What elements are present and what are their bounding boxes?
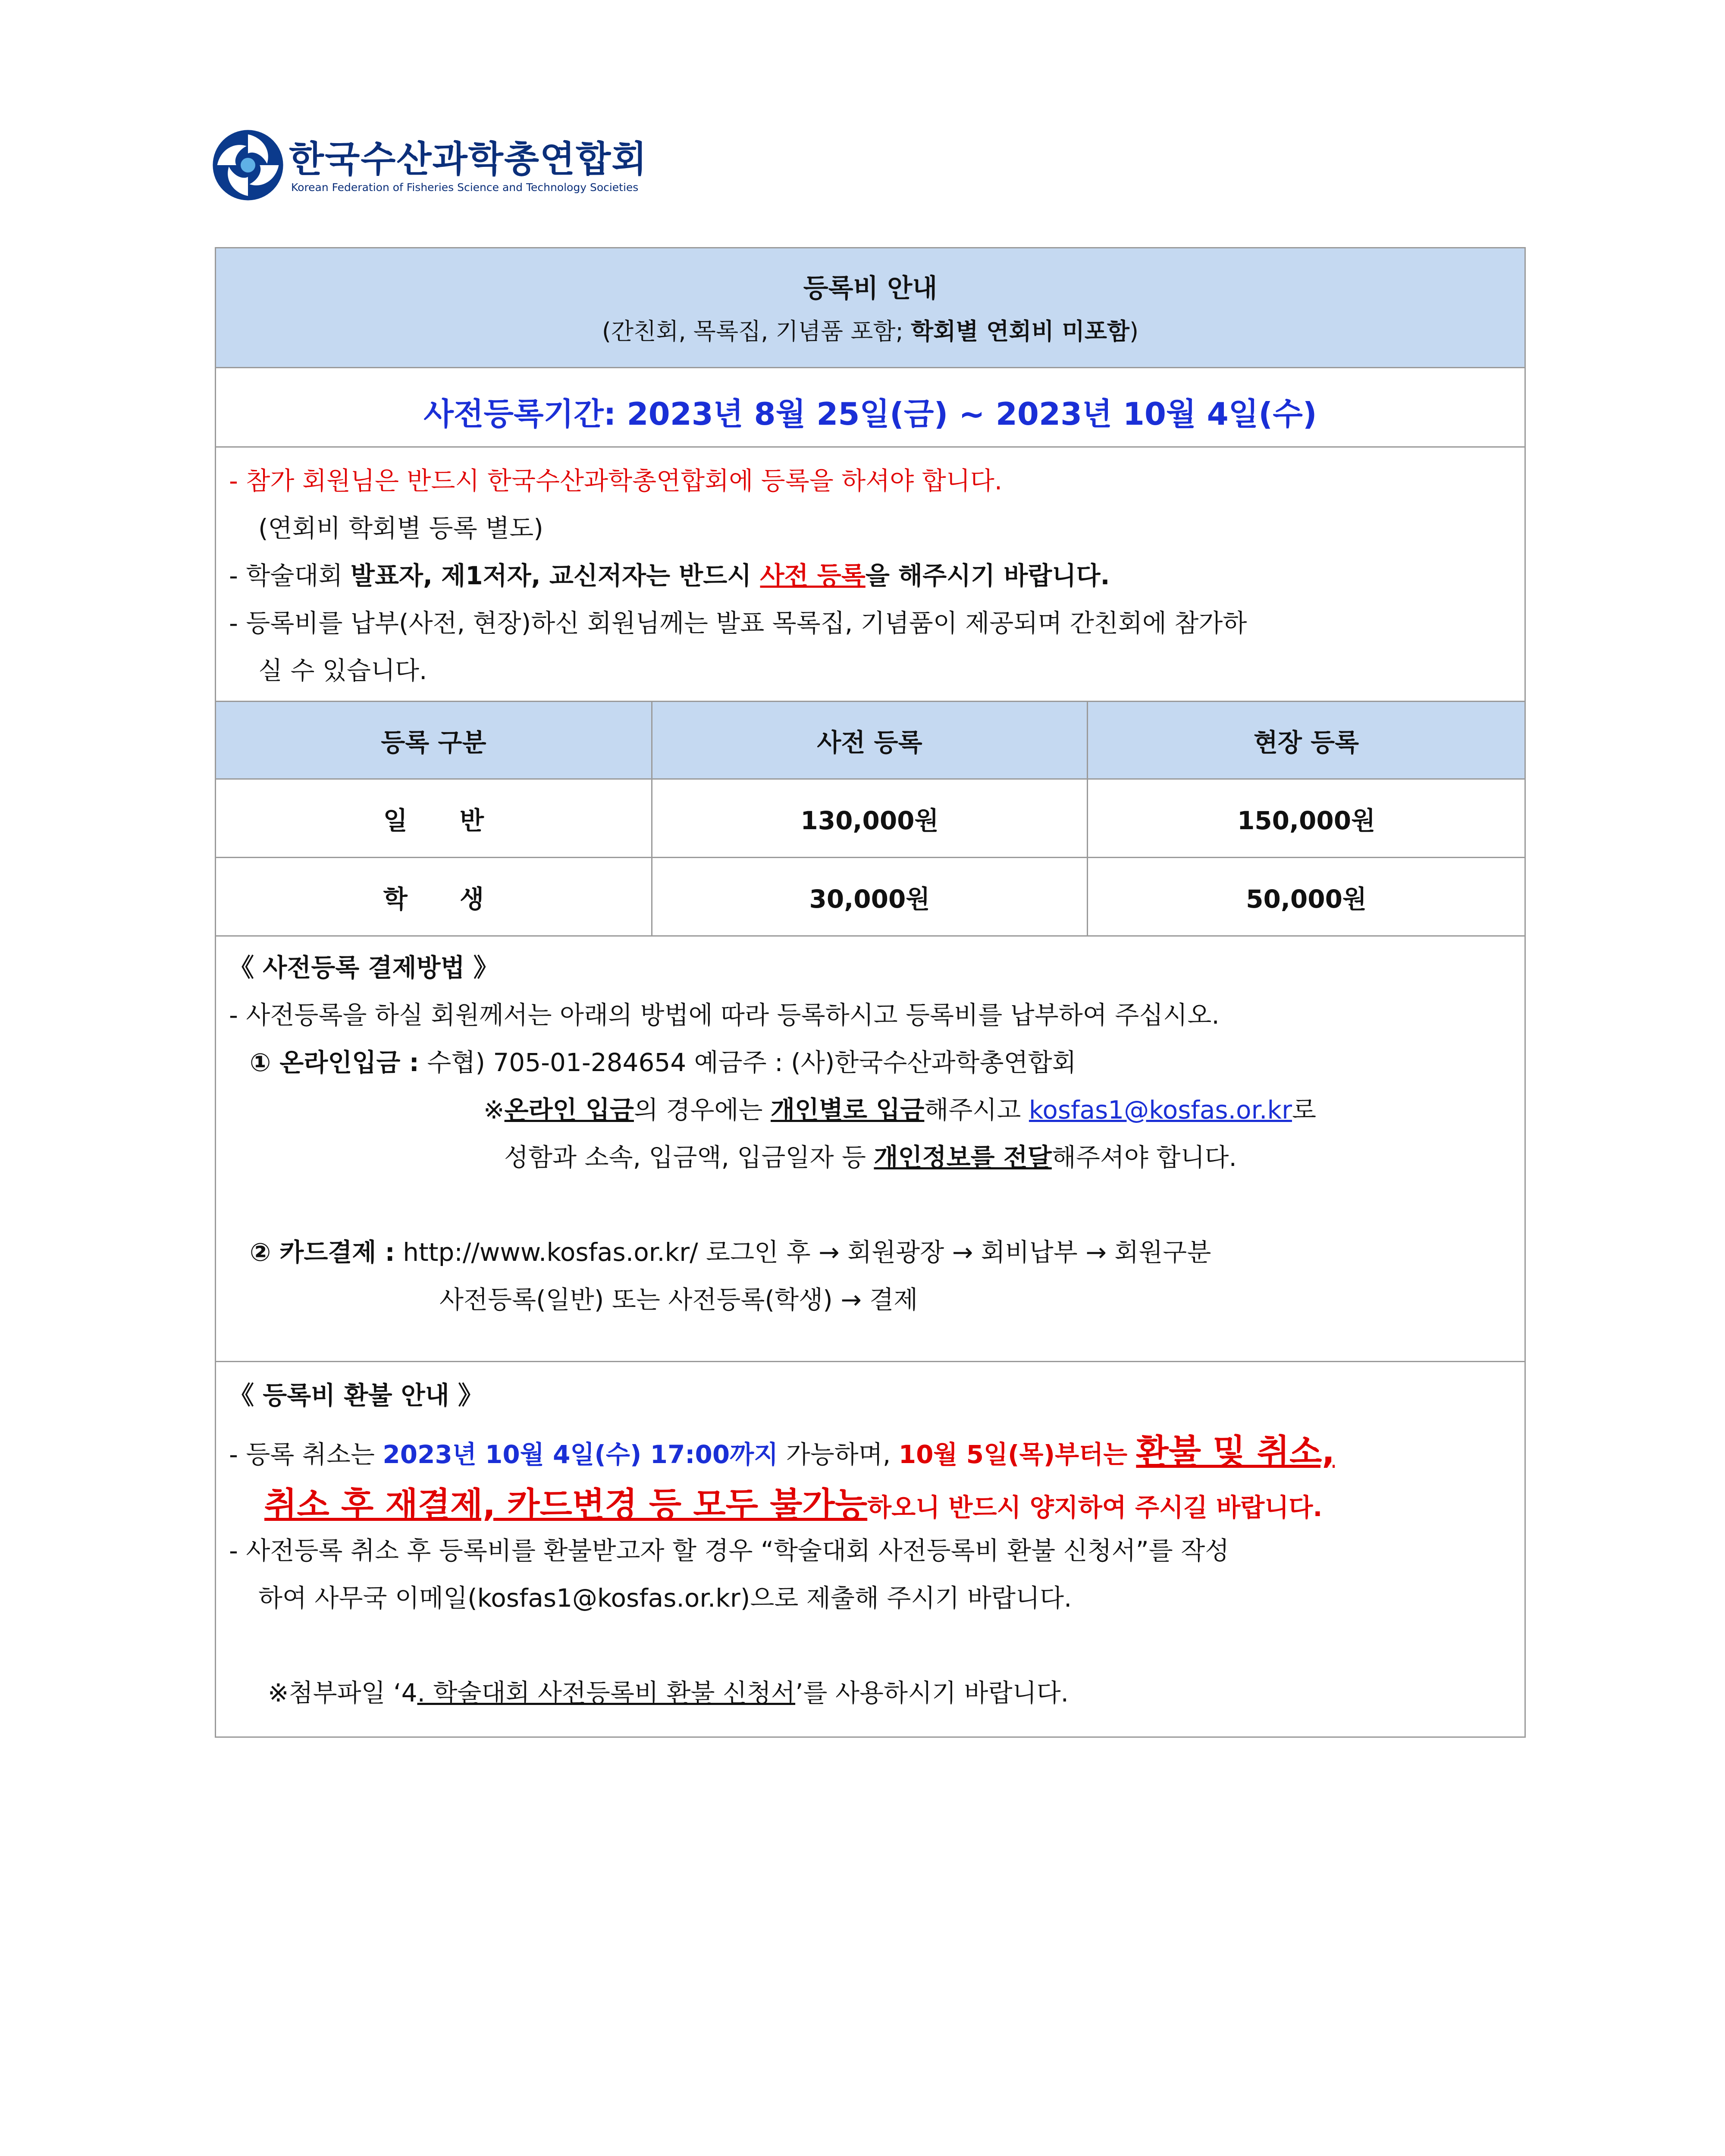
registration-period: [216, 368, 1524, 448]
note2-text: 해주셔야 합니다.: [1051, 1143, 1237, 1172]
fee-header: [216, 248, 1524, 368]
refund-warning-big2: 취소 후 재결제, 카드변경 등 모두 불가능: [264, 1485, 868, 1524]
fee-col-pre: 사전 등록: [652, 702, 1087, 779]
refund-attachment-note: [268, 1673, 1069, 1709]
payment-card-label: ② 카드결제 :: [250, 1238, 395, 1267]
note-presenter-d: 을 해주시기 바랍니다.: [865, 561, 1110, 590]
email-link[interactable]: kosfas1@kosfas.or.kr: [1029, 1095, 1292, 1125]
fee-cell: 학 생: [216, 858, 652, 936]
fee-col-onsite: 현장 등록: [1088, 702, 1524, 779]
refund-from-date: 10월 5일(목)부터는: [898, 1440, 1136, 1469]
note-individual-bold: 개인별로 입금: [770, 1095, 925, 1125]
note-presenter-highlight: 사전 등록: [760, 561, 866, 590]
logo-korean-name: 한국수산과학총연합회: [289, 138, 648, 180]
attach-text: ※첨부파일 ‘4: [268, 1678, 417, 1708]
kosfas-swirl-logo-icon: [211, 128, 285, 202]
payment-online: [250, 1042, 1076, 1078]
payment-online-label: ① 온라인입금 :: [250, 1048, 419, 1077]
payment-card-steps: http://www.kosfas.or.kr/ 로그인 후 → 회원광장 → 회비납부 → 회원구분: [395, 1238, 1211, 1267]
note-mark: ※: [483, 1095, 505, 1125]
registration-notes: [216, 448, 1524, 702]
fee-table-header-row: [216, 702, 1524, 779]
note-presenter: [229, 555, 1110, 592]
note-member-registration: - 참가 회원님은 반드시 한국수산과학총연합회에 등록을 하셔야 합니다.: [229, 466, 1003, 495]
subtitle-suffix: ): [1129, 318, 1139, 345]
refund-deadline: 2023년 10월 4일(수) 17:00까지: [383, 1440, 778, 1469]
fee-header-subtitle: [216, 313, 1524, 346]
refund-section: [216, 1362, 1524, 1736]
payment-online-note2: [504, 1137, 1237, 1173]
note-text: 의 경우에는: [634, 1095, 771, 1125]
refund-text: - 등록 취소는: [229, 1440, 383, 1469]
note-presenter-a: - 학술대회: [229, 561, 351, 590]
attach-text: ’를 사용하시기 바랍니다.: [795, 1678, 1069, 1708]
payment-method-section: [216, 934, 1524, 1362]
note-benefits: - 등록비를 납부(사전, 현장)하신 회원님께는 발표 목록집, 기념품이 제공되며 간친회에 참가하: [229, 608, 1247, 638]
fee-header-title: 등록비 안내: [803, 273, 938, 304]
fee-col-category: 등록 구분: [216, 702, 652, 779]
fee-cell: 일 반: [216, 779, 652, 858]
kosfas-logo: [211, 125, 686, 207]
payment-online-account: 수협) 705-01-284654 예금주 : (사)한국수산과학총연합회: [419, 1048, 1076, 1077]
payment-card-steps2: 사전등록(일반) 또는 사전등록(학생) → 결제: [439, 1285, 918, 1314]
payment-title: [229, 947, 499, 984]
fee-cell: 30,000원: [652, 858, 1087, 936]
refund-text: 가능하며,: [778, 1440, 899, 1469]
fee-cell: 150,000원: [1088, 779, 1524, 858]
note-text: 해주시고: [924, 1095, 1029, 1125]
payment-intro: - 사전등록을 하실 회원께서는 아래의 방법에 따라 등록하시고 등록비를 납부하여 주십시오.: [229, 1000, 1220, 1030]
subtitle-bold: 학회별 연회비 미포함: [910, 318, 1130, 345]
fee-table: [216, 702, 1524, 937]
refund-title-text: 《 등록비 환불 안내 》: [229, 1381, 483, 1410]
refund-line1: [229, 1425, 1335, 1473]
table-row: [216, 779, 1524, 858]
fee-cell: 130,000원: [652, 779, 1087, 858]
note-text: 로: [1292, 1095, 1316, 1125]
table-row: [216, 858, 1524, 936]
payment-card: [250, 1232, 1211, 1268]
attach-file-name: . 학술대회 사전등록비 환불 신청서: [417, 1678, 796, 1708]
payment-online-note: [483, 1090, 1316, 1126]
refund-line2: [264, 1478, 1322, 1526]
refund-title: [229, 1375, 483, 1411]
note2-text: 성함과 소속, 입금액, 입금일자 등: [504, 1143, 874, 1172]
refund-warning-rest: 하오니 반드시 양지하여 주시길 바랍니다.: [867, 1493, 1323, 1522]
subtitle-prefix: (간친회, 목록집, 기념품 포함;: [602, 318, 911, 345]
refund-line3-cont: 하여 사무국 이메일(kosfas1@kosfas.or.kr)으로 제출해 주시기 바랍니다.: [258, 1583, 1072, 1613]
note-presenter-b: 발표자, 제1저자, 교신저자는 반드시: [350, 561, 760, 590]
refund-warning-big: 환불 및 취소,: [1136, 1432, 1335, 1471]
logo-english-name: Korean Federation of Fisheries Science and Technology Societies: [291, 181, 639, 194]
note-annual-fee: (연회비 학회별 등록 별도): [258, 514, 543, 543]
note2-bold: 개인정보를 전달: [874, 1143, 1052, 1172]
note-online-bold: 온라인 입금: [504, 1095, 634, 1125]
registration-fee-box: [215, 247, 1526, 1738]
payment-title-text: 《 사전등록 결제방법 》: [229, 953, 499, 982]
registration-period-text: 사전등록기간: 2023년 8월 25일(금) ~ 2023년 10월 4일(수): [423, 396, 1317, 432]
note-benefits-cont: 실 수 있습니다.: [258, 656, 427, 685]
refund-line3: - 사전등록 취소 후 등록비를 환불받고자 할 경우 “학술대회 사전등록비 환불 신청서”를 작성: [229, 1536, 1229, 1565]
fee-cell: 50,000원: [1088, 858, 1524, 936]
